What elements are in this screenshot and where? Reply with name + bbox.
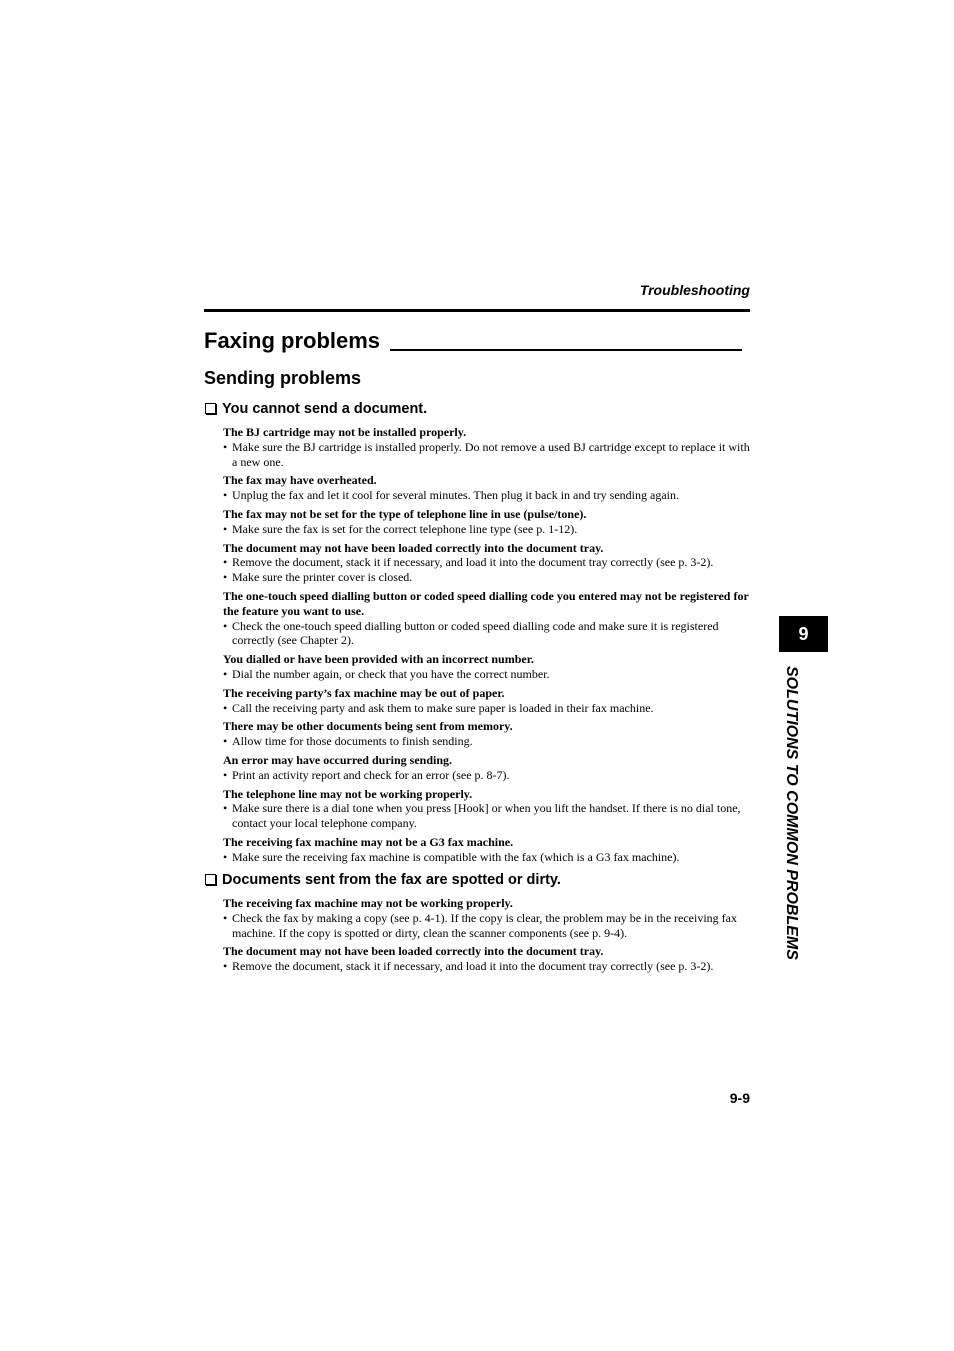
checkbox-icon <box>205 874 216 885</box>
cause-text: The receiving fax machine may not be a G3 fax machine. <box>223 834 514 849</box>
chapter-side-title: SOLUTIONS TO COMMON PROBLEMS <box>783 666 800 960</box>
remedy-text: • Call the receiving party and ask them to make sure paper is loaded in their fax machine. <box>223 701 750 716</box>
problem-item <box>223 896 750 940</box>
problem-item <box>223 835 750 865</box>
cause-text: The one-touch speed dialling button or coded speed dialling code you entered may not be registered for the feature you want to use. <box>223 588 749 618</box>
topic-heading-text: You cannot send a document. <box>222 401 428 417</box>
problem-item <box>223 686 750 716</box>
section-title-text: Faxing problems <box>204 328 381 353</box>
remedy-text: • Remove the document, stack it if necessary, and load it into the document tray correctly (see p. 3-2). <box>223 555 750 570</box>
topic-body-cannot-send <box>223 425 750 865</box>
section-title <box>204 326 742 356</box>
chapter-tab: 9 <box>779 616 828 652</box>
running-header: Troubleshooting <box>639 282 750 298</box>
title-underline <box>390 349 742 351</box>
problem-item <box>223 787 750 831</box>
cause-text: An error may have occurred during sending. <box>223 752 453 767</box>
remedy-text: • Print an activity report and check for an error (see p. 8-7). <box>223 768 750 783</box>
checkbox-icon <box>205 403 216 414</box>
cause-text: The document may not have been loaded correctly into the document tray. <box>223 944 604 959</box>
remedy-text: • Dial the number again, or check that you have the correct number. <box>223 667 750 682</box>
remedy-text: • Make sure there is a dial tone when you press [Hook] or when you lift the handset. If there is no dial tone, contact your local telephone company. <box>223 801 750 831</box>
remedy-text: • Unplug the fax and let it cool for several minutes. Then plug it back in and try sending again. <box>223 488 750 503</box>
remedy-text: • Make sure the fax is set for the correct telephone line type (see p. 1-12). <box>223 522 750 537</box>
topic-heading-spotted-documents <box>205 871 561 889</box>
problem-item <box>223 589 750 648</box>
problem-item <box>223 541 750 585</box>
problem-item <box>223 719 750 749</box>
topic-heading-cannot-send <box>205 400 427 418</box>
topic-body-spotted-documents <box>223 896 750 974</box>
cause-text: The telephone line may not be working properly. <box>223 786 473 801</box>
cause-text: The receiving party’s fax machine may be out of paper. <box>223 685 505 700</box>
remedy-text: • Make sure the receiving fax machine is compatible with the fax (which is a G3 fax machine). <box>223 850 750 865</box>
remedy-text: • Remove the document, stack it if necessary, and load it into the document tray correctly (see p. 3-2). <box>223 959 750 974</box>
problem-item <box>223 425 750 469</box>
cause-text: The receiving fax machine may not be working properly. <box>223 896 513 910</box>
cause-text: The document may not have been loaded correctly into the document tray. <box>223 540 604 555</box>
cause-text: You dialled or have been provided with an incorrect number. <box>223 652 534 667</box>
topic-heading-text: Documents sent from the fax are spotted or dirty. <box>222 872 561 888</box>
problem-item <box>223 753 750 783</box>
problem-item <box>223 652 750 682</box>
cause-text: The BJ cartridge may not be installed properly. <box>223 425 467 439</box>
section-subtitle: Sending problems <box>204 368 362 388</box>
cause-text: The fax may have overheated. <box>223 473 377 488</box>
problem-item <box>223 507 750 537</box>
header-rule <box>204 309 750 312</box>
problem-item <box>223 473 750 503</box>
page-number: 9-9 <box>729 1090 750 1106</box>
remedy-text: • Make sure the BJ cartridge is installed properly. Do not remove a used BJ cartridge except to replace it with a new one. <box>223 440 750 470</box>
problem-item <box>223 944 750 974</box>
cause-text: There may be other documents being sent from memory. <box>223 719 513 734</box>
cause-text: The fax may not be set for the type of telephone line in use (pulse/tone). <box>223 506 587 521</box>
remedy-text: • Allow time for those documents to finish sending. <box>223 734 750 749</box>
remedy-text: • Check the one-touch speed dialling button or coded speed dialling code and make sure it is registered correctly (see Chapter 2). <box>223 619 750 649</box>
remedy-text: • Check the fax by making a copy (see p. 4-1). If the copy is clear, the problem may be in the receiving fax machine. If the copy is spotted or dirty, clean the scanner components (see p. 9-4). <box>223 911 750 941</box>
remedy-text: • Make sure the printer cover is closed. <box>223 570 750 585</box>
